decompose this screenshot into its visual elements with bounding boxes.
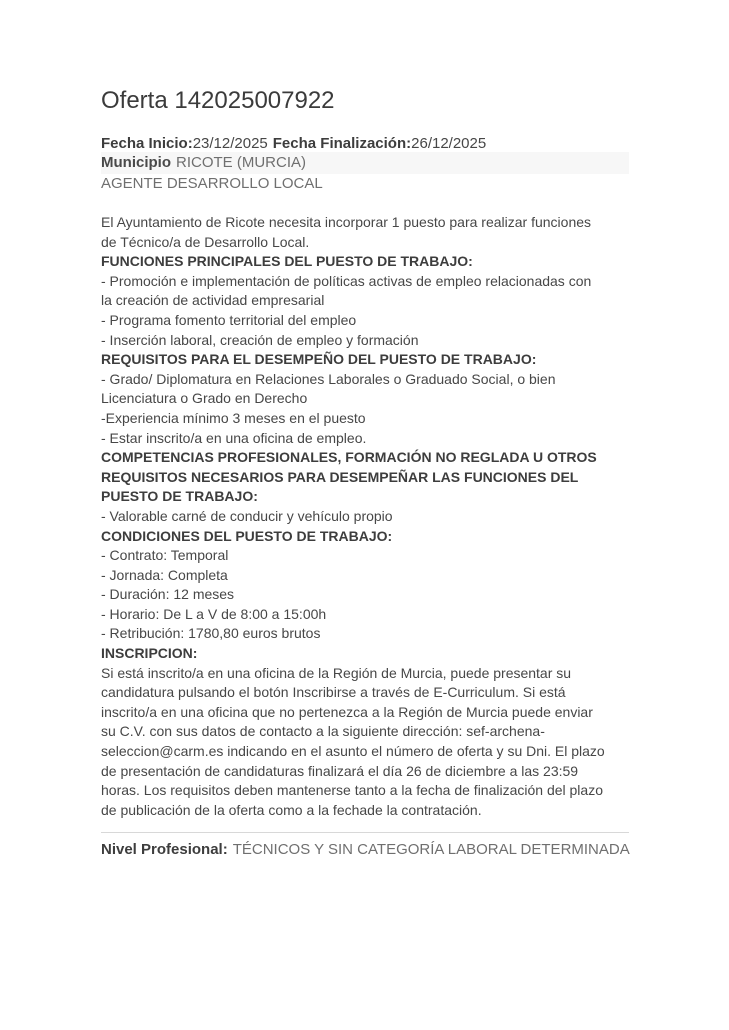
description-paragraph: - Jornada: Completa [101, 566, 228, 583]
job-title: AGENTE DESARROLLO LOCAL [101, 175, 323, 192]
section-heading: INSCRIPCION: [101, 645, 198, 662]
section-heading: COMPETENCIAS PROFESIONALES, FORMACIÓN NO REGLADA U OTROS REQUISITOS NECESARIOS PARA DESEMPEÑAR LAS FUNCIONES DEL PUESTO DE TRABAJO: [101, 449, 597, 505]
description-paragraph: - Valorable carné de conducir y vehículo propio [101, 507, 393, 524]
nivel-profesional-label: Nivel Profesional: [101, 841, 228, 859]
description-paragraph: - Promoción e implementación de políticas activas de empleo relacionadas con la creación de actividad empresarial [101, 272, 592, 309]
fecha-finalizacion-label: Fecha Finalización: [272, 135, 412, 152]
description-paragraph: - Retribución: 1780,80 euros brutos [101, 625, 321, 642]
description-paragraph: - Horario: De L a V de 8:00 a 15:00h [101, 605, 327, 622]
municipio-value: RICOTE (MURCIA) [176, 154, 306, 171]
municipio-label: Municipio [101, 154, 171, 171]
dates-line [101, 135, 661, 152]
description-paragraph: - Estar inscrito/a en una oficina de empleo. [101, 429, 367, 446]
divider [101, 832, 629, 833]
section-heading: REQUISITOS PARA EL DESEMPEÑO DEL PUESTO DE TRABAJO: [101, 351, 537, 368]
section-heading: FUNCIONES PRINCIPALES DEL PUESTO DE TRABAJO: [101, 253, 473, 270]
nivel-profesional-value: TÉCNICOS Y SIN CATEGORÍA LABORAL DETERMINADA [232, 841, 630, 859]
description-paragraph: - Inserción laboral, creación de empleo y formación [101, 331, 419, 348]
fecha-inicio-value: 23/12/2025 [192, 135, 268, 152]
description-paragraph: Si está inscrito/a en una oficina de la Región de Murcia, puede presentar su candidatura pulsando el botón Inscribirse a través de E-Curriculum. Si está inscrito/a en una oficina que no pertenezca a la Región de Murcia puede enviar su C.V. con sus datos de contacto a la siguiente dirección: sef-archena- seleccion@carm.es indicando en el asunto el número de oferta y su Dni. El plazo de presentación de candidaturas finalizará el día 26 de diciembre a las 23:59 horas. Los requisitos deben mantenerse tanto a la fecha de finalización del plazo de publicación de la oferta como a la fechade la contratación. [101, 664, 605, 818]
description-paragraph: - Duración: 12 meses [101, 586, 235, 603]
nivel-profesional-line [101, 840, 661, 859]
fecha-inicio-label: Fecha Inicio: [101, 135, 193, 152]
section-heading: CONDICIONES DEL PUESTO DE TRABAJO: [101, 527, 393, 544]
municipio-row [101, 152, 629, 174]
description-paragraph: - Grado/ Diplomatura en Relaciones Laborales o Graduado Social, o bien Licenciatura o Grado en Derecho [101, 370, 556, 407]
fecha-finalizacion-value: 26/12/2025 [411, 135, 487, 152]
job-description [101, 213, 661, 820]
page-title: Oferta 142025007922 [101, 87, 335, 114]
description-paragraph: - Programa fomento territorial del empleo [101, 311, 357, 328]
description-paragraph: El Ayuntamiento de Ricote necesita incorporar 1 puesto para realizar funciones de Técnico/a de Desarrollo Local. [101, 214, 592, 250]
description-paragraph: - Contrato: Temporal [101, 547, 229, 564]
job-offer-document [101, 86, 661, 859]
description-paragraph: -Experiencia mínimo 3 meses en el puesto [101, 409, 366, 426]
